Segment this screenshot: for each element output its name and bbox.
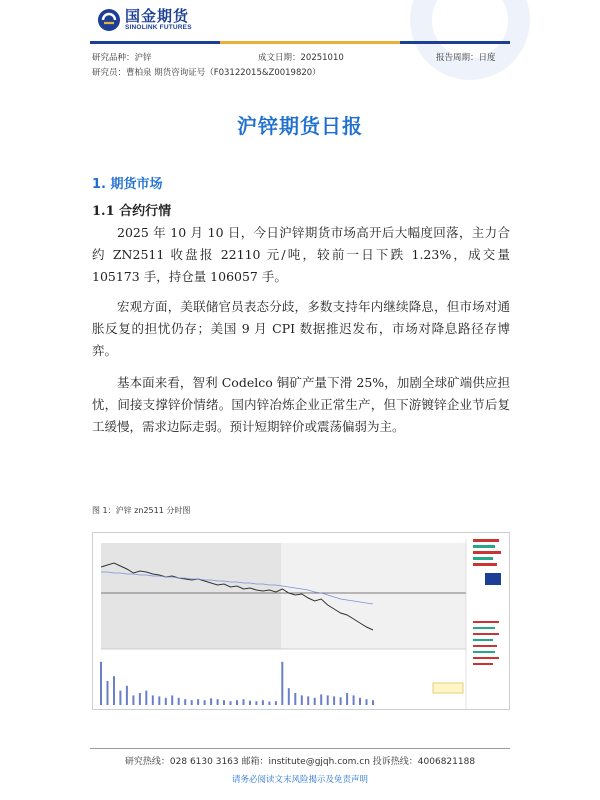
volume-bar (268, 702, 270, 705)
volume-bar (230, 701, 232, 705)
volume-bar (139, 693, 141, 705)
period-label: 报告周期： (436, 53, 479, 63)
quote-bar (473, 645, 497, 647)
footer-contact: 研究热线：028 6130 3163 邮箱：institute@gjqh.com.cn 投诉热线：4006821188 (124, 757, 476, 767)
volume-bar (223, 700, 225, 705)
volume-bar (243, 699, 245, 705)
quote-bar (473, 633, 499, 635)
volume-bar (281, 662, 283, 705)
quote-bar (473, 663, 493, 665)
volume-bar (152, 695, 154, 705)
volume-bar (210, 698, 212, 705)
volume-bar (113, 676, 115, 705)
volume-bar (353, 695, 355, 705)
volume-bar (145, 691, 147, 705)
afternoon-session-shade (281, 543, 466, 649)
volume-bar (191, 700, 193, 705)
volume-bar (327, 695, 329, 705)
quote-bar (473, 651, 495, 653)
status-tag (433, 683, 463, 693)
volume-bar (307, 696, 309, 705)
volume-bar (119, 691, 121, 705)
date-label: 成文日期： (258, 53, 301, 63)
intraday-chart (92, 532, 510, 710)
volume-bar (314, 698, 316, 705)
volume-bar (204, 700, 206, 705)
volume-bar (107, 681, 109, 705)
volume-bar (333, 696, 335, 705)
analyst-label: 研究员： (92, 68, 127, 78)
quote-bar (473, 627, 495, 629)
volume-bar (346, 693, 348, 705)
volume-bar (255, 701, 257, 705)
volume-bar (275, 701, 277, 705)
quote-bar (473, 545, 495, 548)
quote-bar (473, 639, 493, 641)
volume-bar (100, 662, 102, 705)
logo-chinese-name: 国金期货 (125, 7, 190, 25)
report-title: 沪锌期货日报 (237, 114, 363, 138)
volume-bar (249, 701, 251, 705)
quote-box (485, 573, 501, 585)
morning-session-shade (101, 543, 281, 649)
header-decoration (410, 0, 530, 80)
volume-bar (366, 699, 368, 705)
variety-label: 研究品种： (92, 53, 135, 63)
subsection-heading-contract-quotes: 1.1 合约行情 (92, 204, 172, 219)
volume-bar (372, 700, 374, 705)
volume-bar (184, 699, 186, 705)
volume-bar (262, 700, 264, 705)
volume-bar (132, 695, 134, 705)
quote-bar (473, 657, 499, 659)
volume-bar (236, 700, 238, 705)
intraday-chart-svg (93, 533, 509, 709)
analyst-value: 曹柏泉 期货咨询证号（F03122015&Z0019820） (126, 68, 321, 78)
variety-value: 沪锌 (134, 53, 152, 63)
report-date (258, 51, 344, 63)
paragraph-macro: 宏观方面，美联储官员表态分歧，多数支持年内继续降息，但市场对通胀反复的担忧仍存；美国 9 月 CPI 数据推迟发布，市场对降息路径存博弈。 (92, 299, 510, 358)
volume-bar (165, 698, 167, 705)
logo-english-name: SINOLINK FUTURES (125, 24, 192, 31)
sinolink-logo-icon (97, 8, 121, 32)
header-rule-accent (220, 41, 400, 44)
volume-bar (217, 699, 219, 705)
period-value: 日度 (478, 53, 496, 63)
quote-bar (473, 563, 497, 566)
figure-caption: 图 1：沪锌 zn2511 分时图 (92, 506, 191, 515)
volume-bar (340, 697, 342, 705)
quote-bar (473, 539, 499, 542)
date-value: 20251010 (300, 53, 344, 63)
footer-disclaimer: 请务必阅读文末风险揭示及免责声明 (231, 775, 368, 785)
section-heading-futures-market: 1. 期货市场 (92, 177, 163, 192)
research-variety (92, 51, 152, 63)
analyst-info (92, 66, 321, 78)
volume-bar (197, 699, 199, 705)
volume-bar (320, 694, 322, 705)
volume-bar (126, 686, 128, 705)
quote-bar (473, 621, 499, 623)
volume-bar (288, 688, 290, 705)
quote-bar (473, 551, 501, 554)
volume-bar (158, 696, 160, 705)
company-logo (97, 8, 192, 32)
quote-bar (473, 557, 493, 560)
volume-bar (301, 695, 303, 705)
paragraph-fundamentals: 基本面来看，智利 Codelco 铜矿产量下滑 25%，加剧全球矿端供应担忧，间接支撑锌价情绪。国内锌冶炼企业正常生产，但下游镀锌企业节后复工缓慢，需求边际走弱。预计短期锌价或震荡偏弱为主。 (92, 375, 510, 434)
paragraph-market-summary: 2025 年 10 月 10 日，今日沪锌期货市场高开后大幅度回落，主力合约 ZN2511 收盘报 22110 元/吨，较前一日下跌 1.23%，成交量 105173 手，持仓量 106057 手。 (92, 225, 510, 284)
volume-bar (171, 695, 173, 705)
volume-bar (178, 698, 180, 705)
volume-bar (359, 698, 361, 705)
report-period (436, 51, 496, 63)
footer-rule (90, 748, 510, 749)
volume-bar (294, 693, 296, 705)
